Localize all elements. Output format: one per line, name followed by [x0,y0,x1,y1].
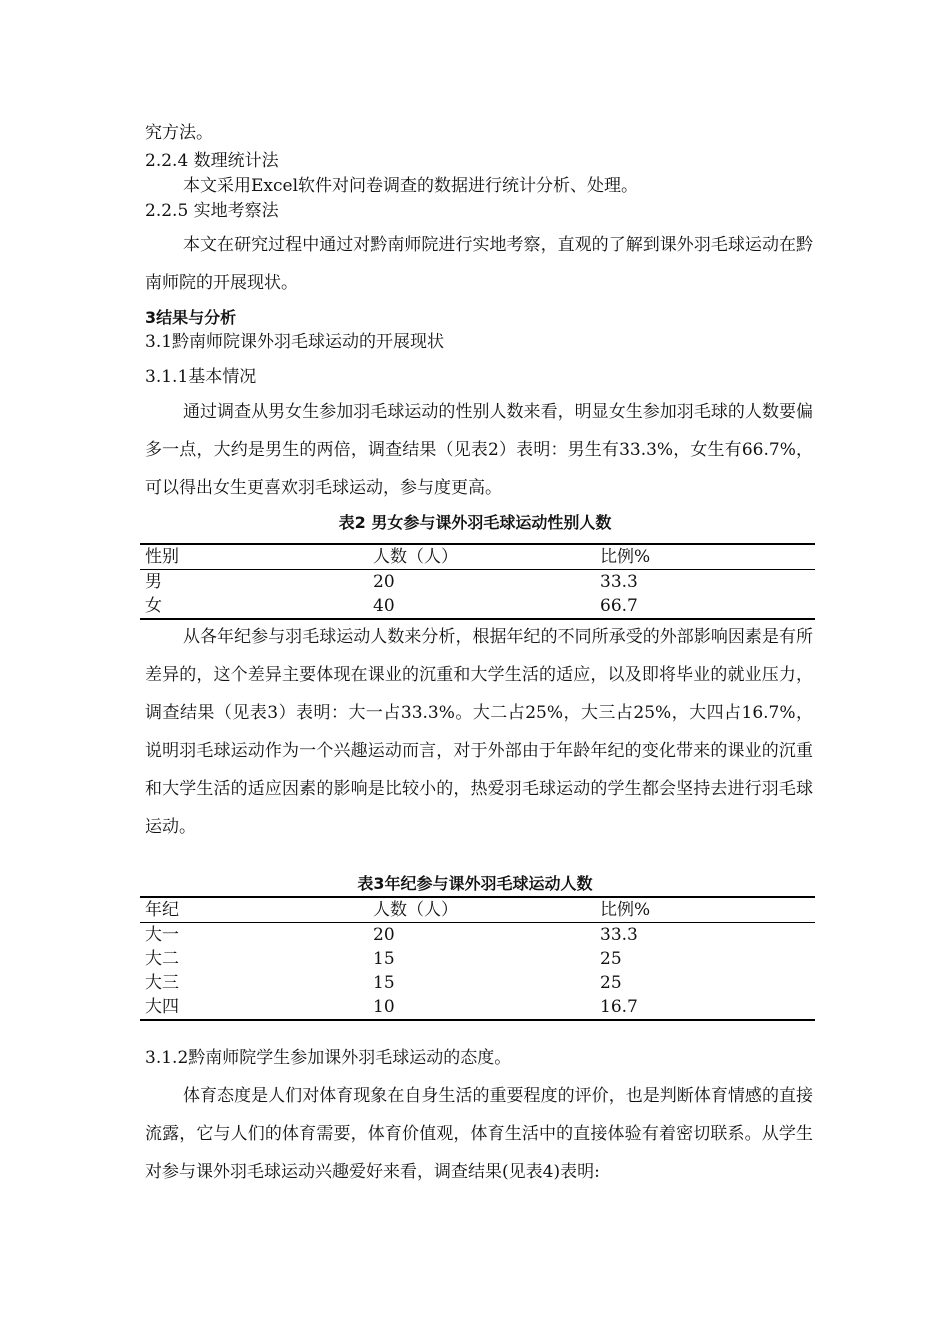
table-row [140,947,815,971]
table-caption: 表3年纪参与课外羽毛球运动人数 [357,874,593,893]
table-cell: 25 [600,949,622,969]
table-cell: 16.7 [600,997,638,1017]
section-heading: 3结果与分析 [145,308,237,327]
section-heading: 3.1.1基本情况 [145,367,257,387]
table-row [140,923,815,948]
table-cell: 男 [145,572,162,592]
table-gender [140,543,815,620]
table-cell: 15 [373,973,395,993]
table-row [140,995,815,1020]
section-heading: 2.2.5 实地考察法 [145,201,279,221]
paragraph: 从各年纪参与羽毛球运动人数来分析，根据年纪的不同所承受的外部影响因素是有所差异的，这个差异主要体现在课业的沉重和大学生活的适应，以及即将毕业的就业压力，调查结果（见表3）表明：大一占33.3%。大二占25%，大三占25%，大四占16.7%，说明羽毛球运动作为一个兴趣运动而言，对于外部由于年龄年纪的变化带来的课业的沉重和大学生活的适应因素的影响是比较小的，热爱羽毛球运动的学生都会坚持去进行羽毛球运动。 [145,627,813,837]
table-caption: 表2 男女参与课外羽毛球运动性别人数 [338,513,612,532]
column-header: 人数（人） [373,547,458,567]
column-header: 比例% [600,547,651,567]
text-line: 究方法。 [145,123,213,143]
table-cell: 33.3 [600,925,638,945]
table-header-row [140,544,815,570]
table-cell: 大三 [145,973,179,993]
column-header: 人数（人） [373,900,458,920]
table-grade [140,896,815,1021]
table-cell: 40 [373,596,395,616]
paragraph: 通过调查从男女生参加羽毛球运动的性别人数来看，明显女生参加羽毛球的人数要偏多一点，大约是男生的两倍，调查结果（见表2）表明：男生有33.3%，女生有66.7%，可以得出女生更喜欢羽毛球运动，参与度更高。 [145,402,813,498]
section-heading: 2.2.4 数理统计法 [145,151,279,171]
table-cell: 大一 [145,925,179,945]
paragraph: 本文在研究过程中通过对黔南师院进行实地考察，直观的了解到课外羽毛球运动在黔南师院的开展现状。 [145,235,813,293]
text-line: 本文采用Excel软件对问卷调查的数据进行统计分析、处理。 [183,176,639,196]
table-cell: 大二 [145,949,179,969]
table-cell: 25 [600,973,622,993]
column-header: 比例% [600,900,651,920]
table-row [140,594,815,619]
section-heading: 3.1.2黔南师院学生参加课外羽毛球运动的态度。 [145,1048,512,1068]
table-row [140,971,815,995]
paragraph: 体育态度是人们对体育现象在自身生活的重要程度的评价，也是判断体育情感的直接流露，它与人们的体育需要，体育价值观，体育生活中的直接体验有着密切联系。从学生对参与课外羽毛球运动兴趣爱好来看，调查结果(见表4)表明: [145,1086,813,1182]
column-header: 年纪 [145,900,179,920]
table-cell: 10 [373,997,395,1017]
section-heading: 3.1黔南师院课外羽毛球运动的开展现状 [145,332,445,352]
table-header-row [140,897,815,923]
table-cell: 女 [145,596,162,616]
table-cell: 33.3 [600,572,638,592]
table-cell: 20 [373,572,395,592]
table-cell: 15 [373,949,395,969]
column-header: 性别 [145,547,179,567]
table-cell: 20 [373,925,395,945]
table-cell: 66.7 [600,596,638,616]
table-row [140,570,815,595]
table-cell: 大四 [145,997,179,1017]
